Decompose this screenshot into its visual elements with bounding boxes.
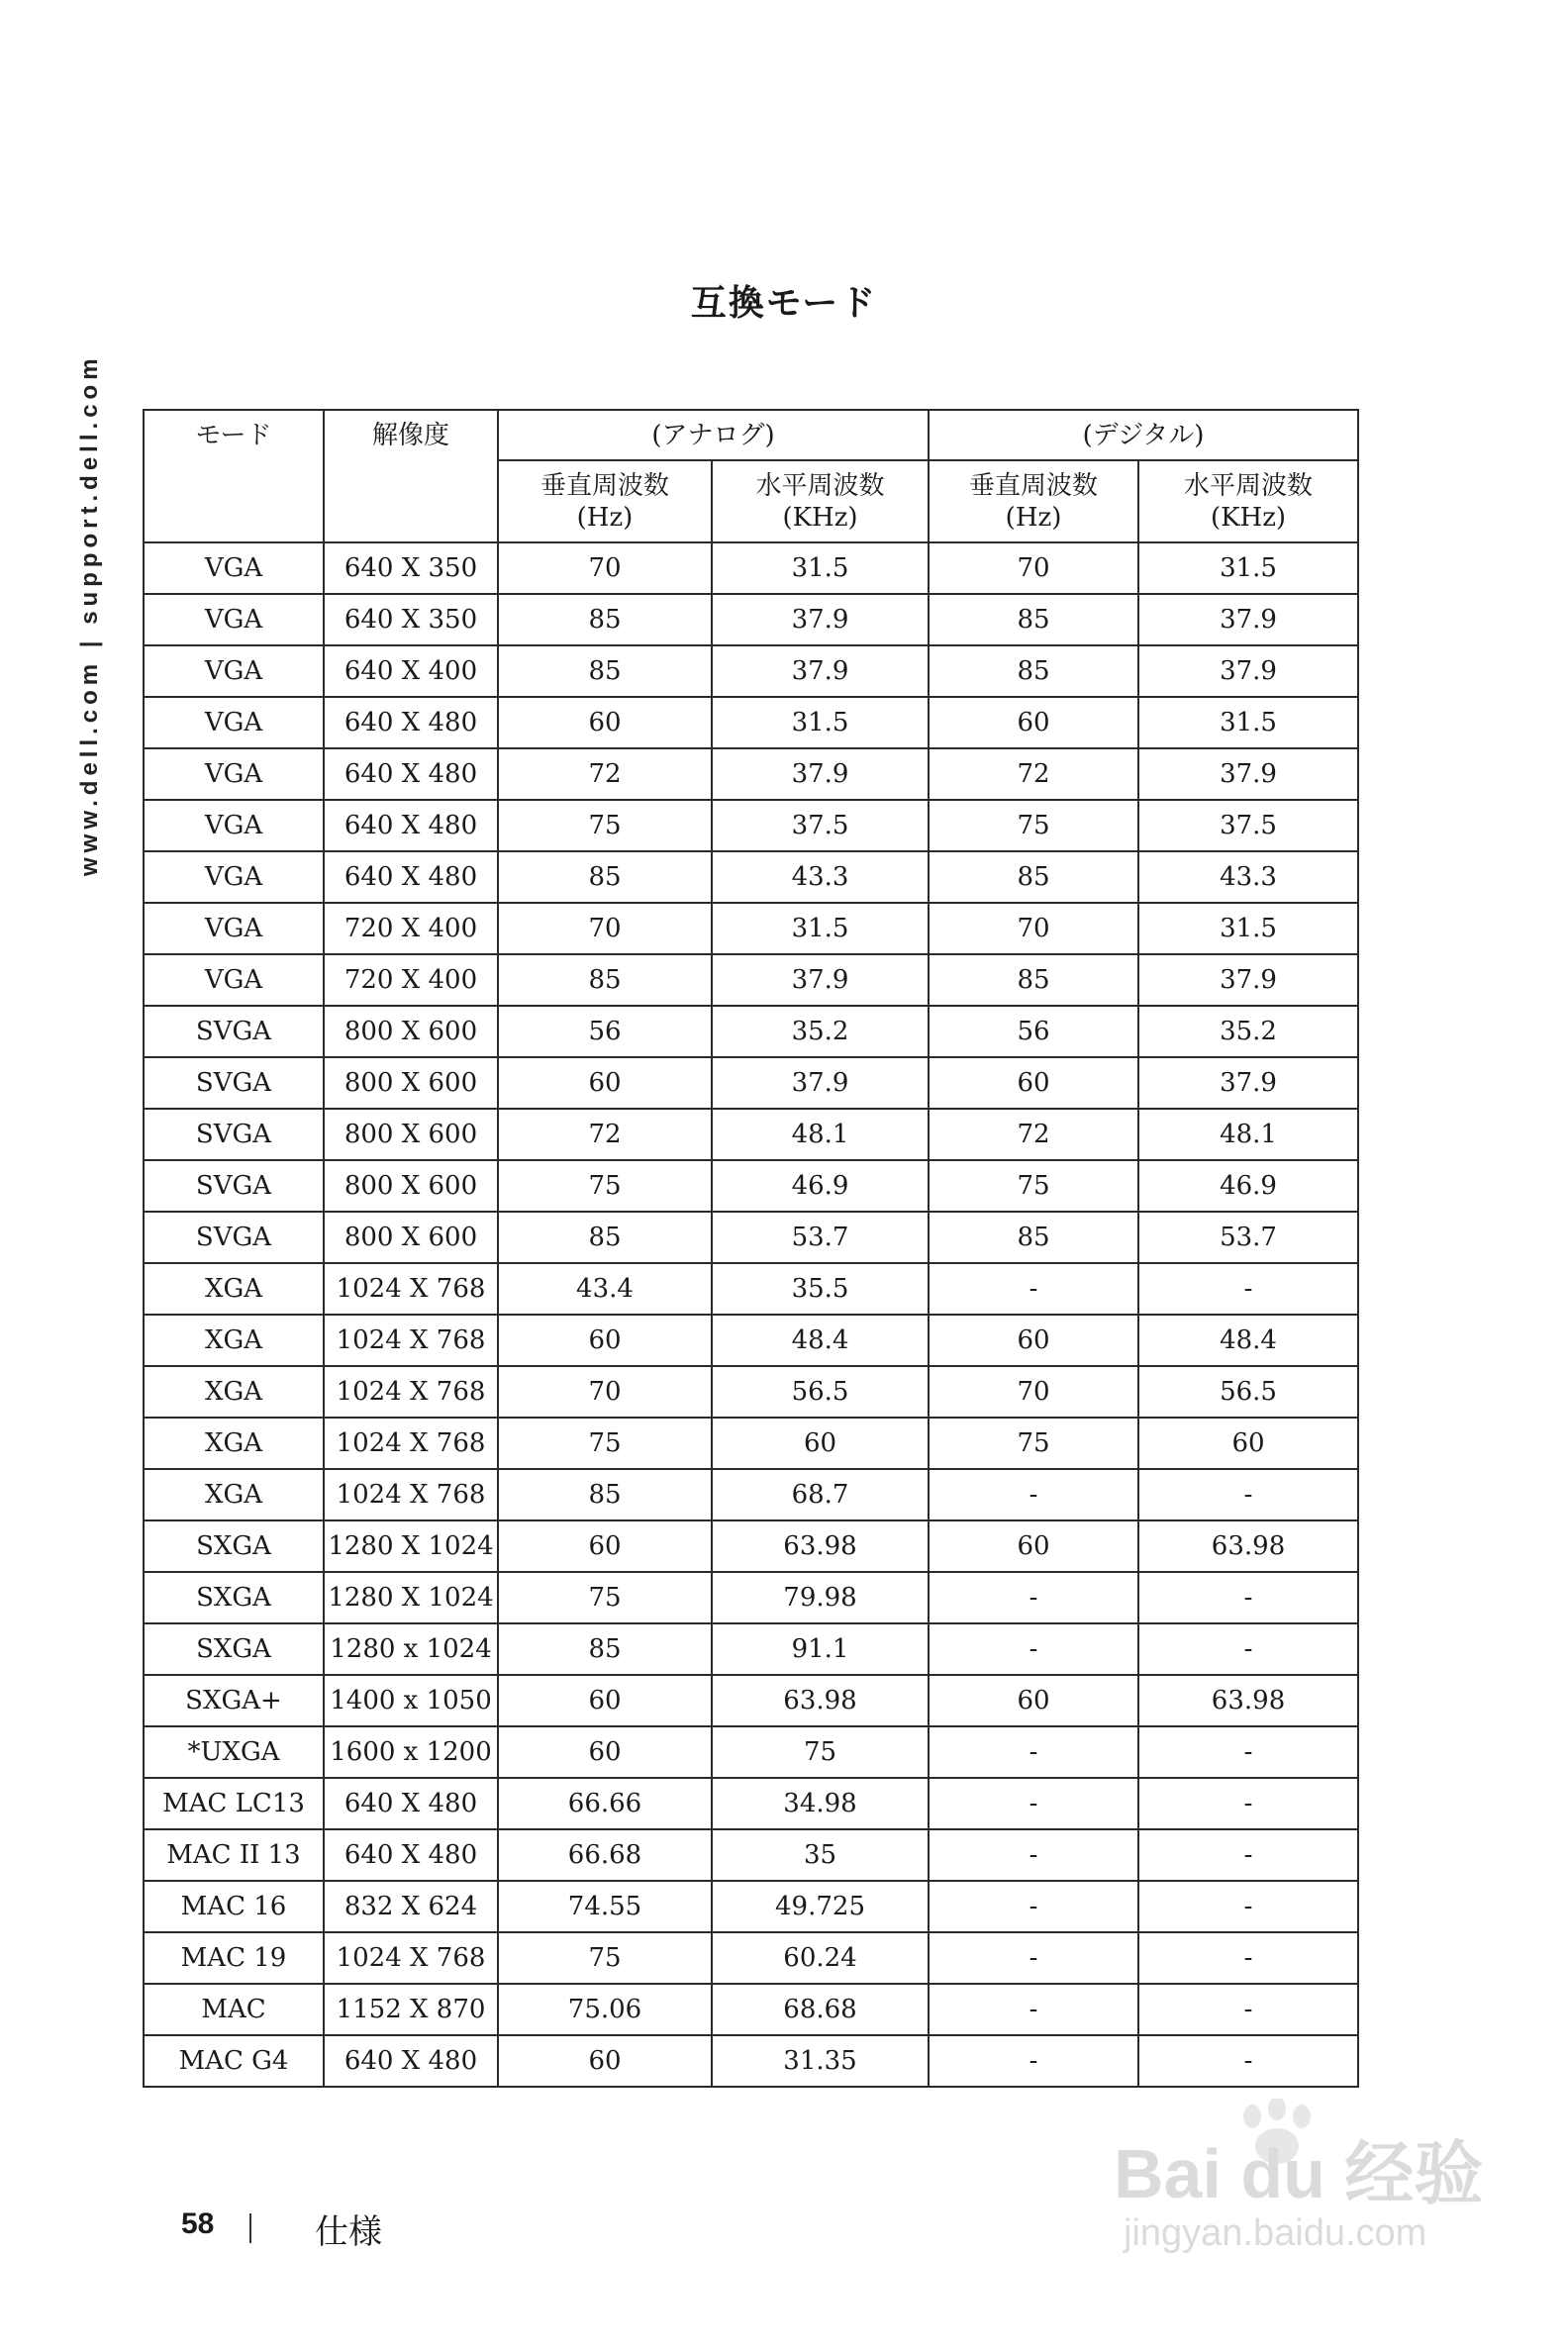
cell-analog-vertical: 60 bbox=[498, 1675, 712, 1726]
baidu-watermark bbox=[1114, 2118, 1500, 2267]
table-row bbox=[144, 1366, 1358, 1418]
watermark-logo: Bai du 经验 bbox=[1114, 2135, 1484, 2212]
table-row bbox=[144, 1572, 1358, 1623]
cell-mode: XGA bbox=[144, 1366, 324, 1418]
cell-digital-vertical: - bbox=[929, 1829, 1138, 1881]
cell-analog-horizontal: 91.1 bbox=[712, 1623, 929, 1675]
cell-digital-horizontal: - bbox=[1138, 1881, 1358, 1932]
cell-analog-horizontal: 37.9 bbox=[712, 594, 929, 645]
cell-analog-horizontal: 60 bbox=[712, 1418, 929, 1469]
cell-resolution: 1280 x 1024 bbox=[324, 1623, 498, 1675]
cell-mode: MAC 19 bbox=[144, 1932, 324, 1984]
cell-analog-horizontal: 63.98 bbox=[712, 1520, 929, 1572]
cell-resolution: 640 X 400 bbox=[324, 645, 498, 697]
cell-digital-vertical: 75 bbox=[929, 1418, 1138, 1469]
cell-digital-vertical: - bbox=[929, 1263, 1138, 1315]
cell-analog-horizontal: 48.1 bbox=[712, 1109, 929, 1160]
cell-analog-vertical: 70 bbox=[498, 1366, 712, 1418]
cell-mode: VGA bbox=[144, 954, 324, 1006]
table-row bbox=[144, 1675, 1358, 1726]
table-row bbox=[144, 1881, 1358, 1932]
cell-resolution: 1400 x 1050 bbox=[324, 1675, 498, 1726]
cell-digital-horizontal: 60 bbox=[1138, 1418, 1358, 1469]
cell-analog-horizontal: 53.7 bbox=[712, 1212, 929, 1263]
cell-mode: VGA bbox=[144, 542, 324, 594]
cell-analog-vertical: 60 bbox=[498, 1315, 712, 1366]
table-row bbox=[144, 1726, 1358, 1778]
cell-digital-vertical: 60 bbox=[929, 697, 1138, 748]
cell-analog-horizontal: 46.9 bbox=[712, 1160, 929, 1212]
table-row bbox=[144, 1778, 1358, 1829]
cell-resolution: 1024 X 768 bbox=[324, 1263, 498, 1315]
cell-analog-horizontal: 79.98 bbox=[712, 1572, 929, 1623]
cell-digital-horizontal: 43.3 bbox=[1138, 851, 1358, 903]
cell-resolution: 720 X 400 bbox=[324, 954, 498, 1006]
compatibility-table bbox=[143, 409, 1359, 2088]
cell-resolution: 800 X 600 bbox=[324, 1109, 498, 1160]
header-vertical-label: 垂直周波数 bbox=[539, 470, 669, 501]
cell-mode: XGA bbox=[144, 1469, 324, 1520]
cell-mode: VGA bbox=[144, 800, 324, 851]
table-row bbox=[144, 1469, 1358, 1520]
cell-digital-vertical: 72 bbox=[929, 1109, 1138, 1160]
cell-digital-vertical: - bbox=[929, 1984, 1138, 2035]
page-title: 互換モード bbox=[690, 282, 878, 324]
cell-digital-horizontal: - bbox=[1138, 1726, 1358, 1778]
cell-analog-vertical: 75 bbox=[498, 1160, 712, 1212]
cell-resolution: 720 X 400 bbox=[324, 903, 498, 954]
cell-mode: SVGA bbox=[144, 1212, 324, 1263]
cell-analog-horizontal: 37.9 bbox=[712, 954, 929, 1006]
cell-mode: SXGA+ bbox=[144, 1675, 324, 1726]
cell-digital-horizontal: 31.5 bbox=[1138, 542, 1358, 594]
cell-digital-horizontal: 37.9 bbox=[1138, 954, 1358, 1006]
cell-resolution: 800 X 600 bbox=[324, 1006, 498, 1057]
cell-digital-horizontal: - bbox=[1138, 1263, 1358, 1315]
cell-analog-horizontal: 31.5 bbox=[712, 542, 929, 594]
cell-digital-horizontal: 37.9 bbox=[1138, 1057, 1358, 1109]
cell-analog-vertical: 72 bbox=[498, 748, 712, 800]
cell-analog-vertical: 43.4 bbox=[498, 1263, 712, 1315]
cell-digital-vertical: 85 bbox=[929, 645, 1138, 697]
cell-digital-vertical: 60 bbox=[929, 1675, 1138, 1726]
cell-mode: SVGA bbox=[144, 1109, 324, 1160]
cell-digital-vertical: 75 bbox=[929, 1160, 1138, 1212]
cell-digital-vertical: - bbox=[929, 1469, 1138, 1520]
cell-digital-vertical: 70 bbox=[929, 542, 1138, 594]
cell-analog-horizontal: 31.5 bbox=[712, 697, 929, 748]
cell-digital-vertical: 60 bbox=[929, 1315, 1138, 1366]
cell-analog-vertical: 70 bbox=[498, 903, 712, 954]
cell-digital-horizontal: 56.5 bbox=[1138, 1366, 1358, 1418]
cell-analog-horizontal: 68.68 bbox=[712, 1984, 929, 2035]
cell-analog-vertical: 60 bbox=[498, 1726, 712, 1778]
header-digital: (デジタル) bbox=[929, 410, 1358, 460]
cell-digital-vertical: 60 bbox=[929, 1057, 1138, 1109]
section-label: 仕様 bbox=[315, 2212, 382, 2252]
table-row bbox=[144, 1315, 1358, 1366]
cell-resolution: 640 X 480 bbox=[324, 2035, 498, 2087]
table-row bbox=[144, 1006, 1358, 1057]
cell-digital-vertical: 85 bbox=[929, 954, 1138, 1006]
cell-analog-vertical: 60 bbox=[498, 2035, 712, 2087]
cell-mode: VGA bbox=[144, 697, 324, 748]
cell-analog-vertical: 56 bbox=[498, 1006, 712, 1057]
header-analog: (アナログ) bbox=[498, 410, 929, 460]
cell-analog-horizontal: 31.5 bbox=[712, 903, 929, 954]
cell-analog-horizontal: 34.98 bbox=[712, 1778, 929, 1829]
cell-digital-horizontal: 48.4 bbox=[1138, 1315, 1358, 1366]
cell-analog-vertical: 70 bbox=[498, 542, 712, 594]
cell-resolution: 1024 X 768 bbox=[324, 1315, 498, 1366]
header-analog-horizontal bbox=[712, 460, 929, 542]
cell-digital-vertical: 70 bbox=[929, 1366, 1138, 1418]
cell-resolution: 640 X 480 bbox=[324, 748, 498, 800]
cell-mode: SVGA bbox=[144, 1006, 324, 1057]
cell-mode: SVGA bbox=[144, 1160, 324, 1212]
cell-digital-horizontal: 46.9 bbox=[1138, 1160, 1358, 1212]
header-resolution: 解像度 bbox=[324, 410, 498, 542]
header-mode: モード bbox=[144, 410, 324, 542]
cell-digital-vertical: 60 bbox=[929, 1520, 1138, 1572]
table-row bbox=[144, 1623, 1358, 1675]
cell-digital-horizontal: 37.9 bbox=[1138, 645, 1358, 697]
cell-resolution: 800 X 600 bbox=[324, 1160, 498, 1212]
cell-mode: VGA bbox=[144, 645, 324, 697]
cell-analog-vertical: 85 bbox=[498, 851, 712, 903]
cell-digital-horizontal: - bbox=[1138, 1984, 1358, 2035]
cell-resolution: 640 X 480 bbox=[324, 851, 498, 903]
cell-digital-horizontal: - bbox=[1138, 1932, 1358, 1984]
cell-analog-vertical: 60 bbox=[498, 697, 712, 748]
cell-analog-vertical: 60 bbox=[498, 1057, 712, 1109]
cell-analog-vertical: 75.06 bbox=[498, 1984, 712, 2035]
cell-digital-horizontal: - bbox=[1138, 1469, 1358, 1520]
cell-digital-horizontal: 37.9 bbox=[1138, 748, 1358, 800]
table-row bbox=[144, 1418, 1358, 1469]
cell-analog-vertical: 72 bbox=[498, 1109, 712, 1160]
cell-analog-vertical: 85 bbox=[498, 645, 712, 697]
cell-digital-horizontal: - bbox=[1138, 1572, 1358, 1623]
table-row bbox=[144, 542, 1358, 594]
cell-resolution: 832 X 624 bbox=[324, 1881, 498, 1932]
table-row bbox=[144, 800, 1358, 851]
cell-analog-horizontal: 48.4 bbox=[712, 1315, 929, 1366]
cell-analog-vertical: 60 bbox=[498, 1520, 712, 1572]
footer-divider bbox=[249, 2213, 251, 2243]
cell-analog-horizontal: 43.3 bbox=[712, 851, 929, 903]
cell-resolution: 640 X 480 bbox=[324, 697, 498, 748]
cell-analog-vertical: 85 bbox=[498, 1623, 712, 1675]
cell-resolution: 800 X 600 bbox=[324, 1212, 498, 1263]
cell-analog-horizontal: 49.725 bbox=[712, 1881, 929, 1932]
table-row bbox=[144, 1829, 1358, 1881]
cell-digital-vertical: - bbox=[929, 1726, 1138, 1778]
cell-resolution: 640 X 480 bbox=[324, 800, 498, 851]
cell-analog-horizontal: 68.7 bbox=[712, 1469, 929, 1520]
cell-analog-horizontal: 37.9 bbox=[712, 748, 929, 800]
cell-resolution: 1024 X 768 bbox=[324, 1418, 498, 1469]
cell-analog-horizontal: 63.98 bbox=[712, 1675, 929, 1726]
cell-mode: MAC II 13 bbox=[144, 1829, 324, 1881]
cell-digital-horizontal: 37.9 bbox=[1138, 594, 1358, 645]
cell-digital-vertical: 85 bbox=[929, 851, 1138, 903]
cell-digital-vertical: - bbox=[929, 1932, 1138, 1984]
header-vertical-unit: (Hz) bbox=[576, 502, 634, 533]
table-row bbox=[144, 954, 1358, 1006]
cell-digital-horizontal: 48.1 bbox=[1138, 1109, 1358, 1160]
cell-analog-horizontal: 37.5 bbox=[712, 800, 929, 851]
cell-mode: XGA bbox=[144, 1315, 324, 1366]
cell-resolution: 640 X 480 bbox=[324, 1829, 498, 1881]
cell-digital-vertical: - bbox=[929, 1623, 1138, 1675]
cell-digital-horizontal: 31.5 bbox=[1138, 903, 1358, 954]
cell-digital-vertical: 72 bbox=[929, 748, 1138, 800]
cell-resolution: 1024 X 768 bbox=[324, 1469, 498, 1520]
table-row bbox=[144, 1212, 1358, 1263]
header-digital-vertical bbox=[929, 460, 1138, 542]
cell-analog-horizontal: 75 bbox=[712, 1726, 929, 1778]
cell-resolution: 800 X 600 bbox=[324, 1057, 498, 1109]
table-row bbox=[144, 1057, 1358, 1109]
cell-mode: VGA bbox=[144, 594, 324, 645]
cell-digital-vertical: 85 bbox=[929, 1212, 1138, 1263]
cell-mode: MAC LC13 bbox=[144, 1778, 324, 1829]
cell-digital-horizontal: - bbox=[1138, 1778, 1358, 1829]
cell-digital-horizontal: 31.5 bbox=[1138, 697, 1358, 748]
cell-analog-vertical: 75 bbox=[498, 1932, 712, 1984]
header-vertical-unit: (Hz) bbox=[1005, 502, 1062, 533]
cell-digital-vertical: - bbox=[929, 1778, 1138, 1829]
cell-mode: SVGA bbox=[144, 1057, 324, 1109]
cell-analog-horizontal: 35.2 bbox=[712, 1006, 929, 1057]
cell-analog-vertical: 66.66 bbox=[498, 1778, 712, 1829]
header-horizontal-unit: (KHz) bbox=[782, 502, 858, 533]
cell-mode: SXGA bbox=[144, 1623, 324, 1675]
cell-mode: SXGA bbox=[144, 1572, 324, 1623]
cell-resolution: 1280 X 1024 bbox=[324, 1520, 498, 1572]
cell-digital-vertical: 70 bbox=[929, 903, 1138, 954]
cell-digital-horizontal: - bbox=[1138, 1829, 1358, 1881]
cell-analog-horizontal: 37.9 bbox=[712, 1057, 929, 1109]
page-number: 58 bbox=[181, 2207, 215, 2240]
cell-digital-horizontal: 63.98 bbox=[1138, 1675, 1358, 1726]
cell-analog-vertical: 85 bbox=[498, 1212, 712, 1263]
cell-digital-vertical: 75 bbox=[929, 800, 1138, 851]
cell-digital-horizontal: 35.2 bbox=[1138, 1006, 1358, 1057]
table-row bbox=[144, 594, 1358, 645]
table-row bbox=[144, 1984, 1358, 2035]
table-row bbox=[144, 851, 1358, 903]
cell-analog-horizontal: 56.5 bbox=[712, 1366, 929, 1418]
cell-digital-horizontal: - bbox=[1138, 1623, 1358, 1675]
cell-digital-horizontal: - bbox=[1138, 2035, 1358, 2087]
cell-mode: MAC bbox=[144, 1984, 324, 2035]
watermark-site: jingyan.baidu.com bbox=[1124, 2212, 1427, 2254]
cell-digital-vertical: - bbox=[929, 2035, 1138, 2087]
cell-analog-vertical: 75 bbox=[498, 1418, 712, 1469]
cell-resolution: 1600 x 1200 bbox=[324, 1726, 498, 1778]
cell-resolution: 640 X 480 bbox=[324, 1778, 498, 1829]
cell-analog-horizontal: 60.24 bbox=[712, 1932, 929, 1984]
table-row bbox=[144, 903, 1358, 954]
table-row bbox=[144, 1160, 1358, 1212]
cell-digital-vertical: - bbox=[929, 1572, 1138, 1623]
table-row bbox=[144, 2035, 1358, 2087]
cell-mode: *UXGA bbox=[144, 1726, 324, 1778]
header-digital-horizontal bbox=[1138, 460, 1358, 542]
header-analog-vertical bbox=[498, 460, 712, 542]
cell-resolution: 640 X 350 bbox=[324, 542, 498, 594]
cell-analog-vertical: 85 bbox=[498, 954, 712, 1006]
table-row bbox=[144, 645, 1358, 697]
cell-analog-horizontal: 37.9 bbox=[712, 645, 929, 697]
cell-analog-horizontal: 35 bbox=[712, 1829, 929, 1881]
cell-mode: VGA bbox=[144, 748, 324, 800]
cell-digital-horizontal: 37.5 bbox=[1138, 800, 1358, 851]
cell-mode: MAC G4 bbox=[144, 2035, 324, 2087]
table-row bbox=[144, 1109, 1358, 1160]
table-row bbox=[144, 748, 1358, 800]
cell-analog-vertical: 75 bbox=[498, 800, 712, 851]
side-url: www.dell.com | support.dell.com bbox=[76, 353, 103, 876]
cell-analog-vertical: 85 bbox=[498, 594, 712, 645]
header-vertical-label: 垂直周波数 bbox=[969, 470, 1099, 501]
cell-resolution: 1152 X 870 bbox=[324, 1984, 498, 2035]
cell-analog-vertical: 85 bbox=[498, 1469, 712, 1520]
cell-analog-vertical: 66.68 bbox=[498, 1829, 712, 1881]
cell-resolution: 1024 X 768 bbox=[324, 1366, 498, 1418]
cell-mode: SXGA bbox=[144, 1520, 324, 1572]
cell-digital-vertical: 56 bbox=[929, 1006, 1138, 1057]
header-horizontal-label: 水平周波数 bbox=[1184, 470, 1314, 501]
header-horizontal-label: 水平周波数 bbox=[755, 470, 885, 501]
cell-analog-horizontal: 35.5 bbox=[712, 1263, 929, 1315]
cell-mode: VGA bbox=[144, 903, 324, 954]
cell-mode: MAC 16 bbox=[144, 1881, 324, 1932]
cell-digital-vertical: 85 bbox=[929, 594, 1138, 645]
cell-analog-horizontal: 31.35 bbox=[712, 2035, 929, 2087]
table-row bbox=[144, 1520, 1358, 1572]
cell-resolution: 640 X 350 bbox=[324, 594, 498, 645]
cell-digital-vertical: - bbox=[929, 1881, 1138, 1932]
table-row bbox=[144, 1263, 1358, 1315]
cell-analog-vertical: 74.55 bbox=[498, 1881, 712, 1932]
table-row bbox=[144, 1932, 1358, 1984]
cell-analog-vertical: 75 bbox=[498, 1572, 712, 1623]
cell-digital-horizontal: 53.7 bbox=[1138, 1212, 1358, 1263]
cell-mode: VGA bbox=[144, 851, 324, 903]
cell-resolution: 1280 X 1024 bbox=[324, 1572, 498, 1623]
cell-mode: XGA bbox=[144, 1418, 324, 1469]
header-horizontal-unit: (KHz) bbox=[1210, 502, 1287, 533]
cell-mode: XGA bbox=[144, 1263, 324, 1315]
cell-digital-horizontal: 63.98 bbox=[1138, 1520, 1358, 1572]
table-row bbox=[144, 697, 1358, 748]
cell-resolution: 1024 X 768 bbox=[324, 1932, 498, 1984]
